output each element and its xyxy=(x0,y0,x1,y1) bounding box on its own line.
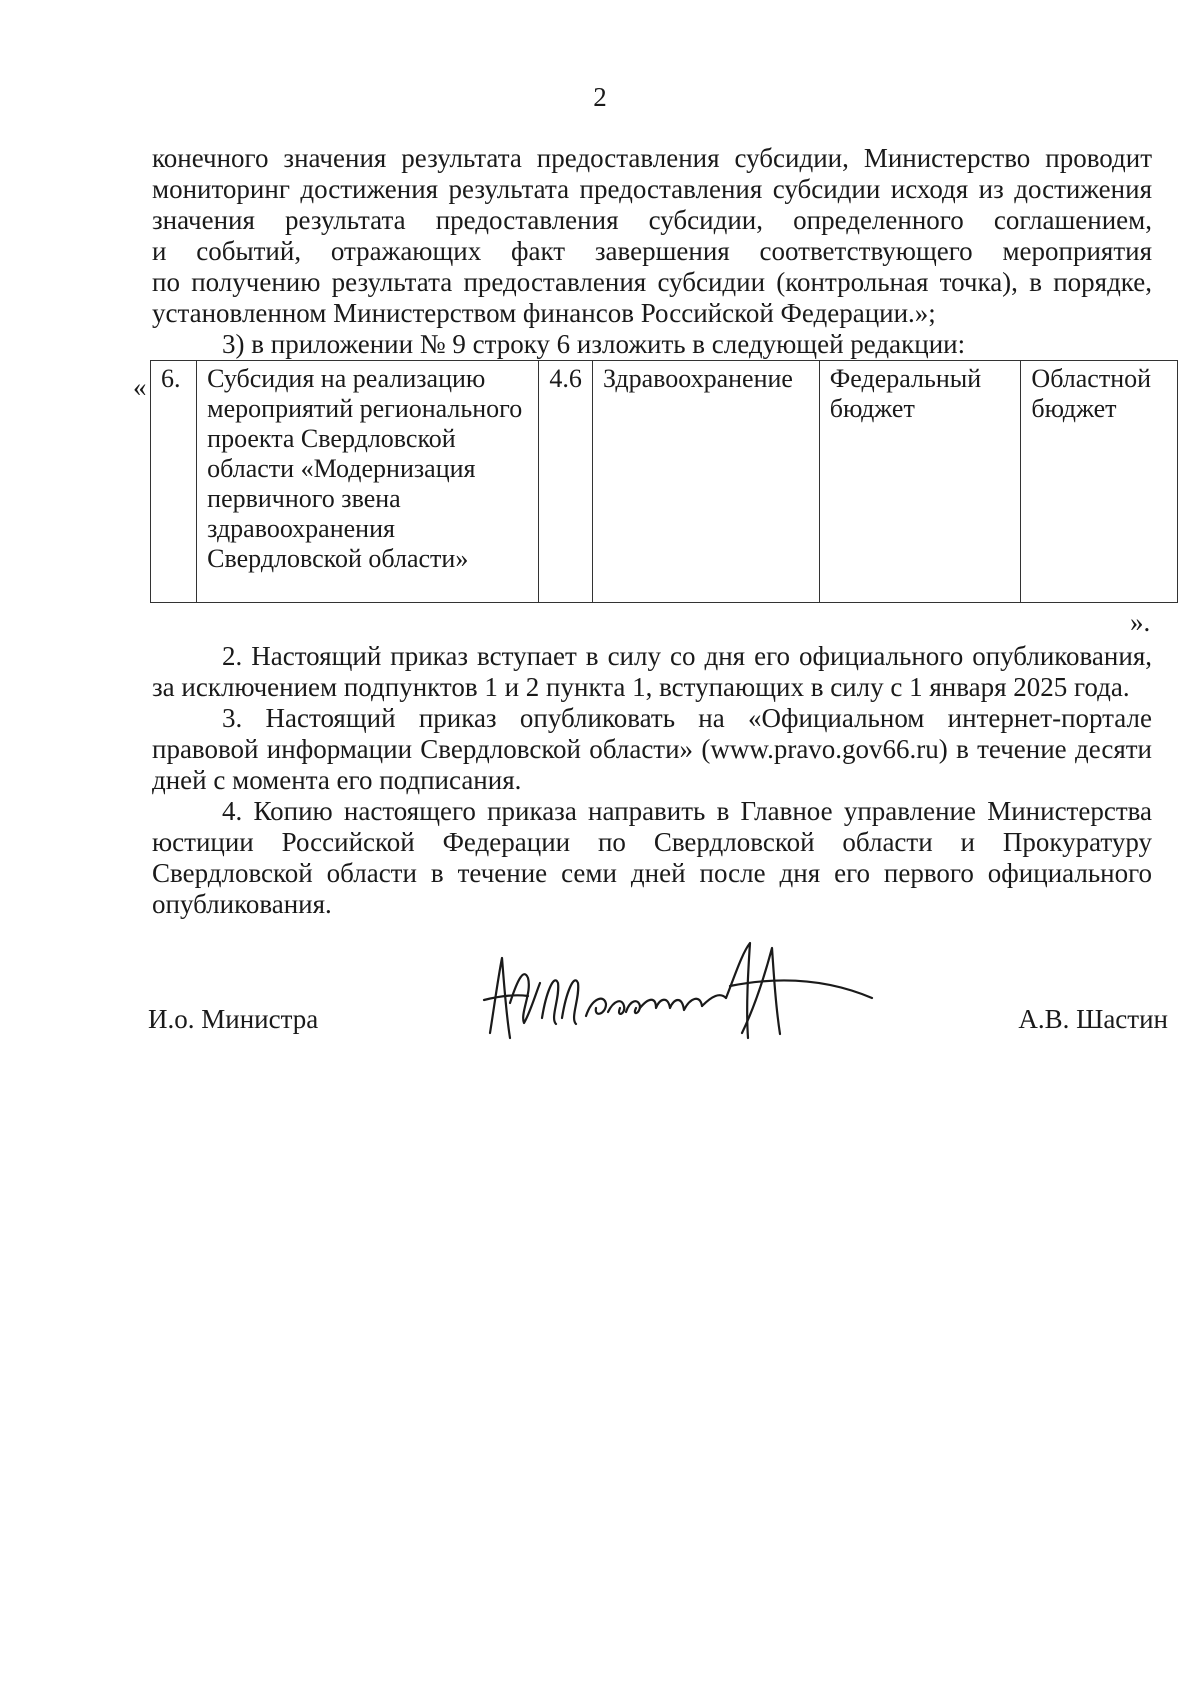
amendment-table xyxy=(150,360,1178,603)
point-4-line: опубликования. xyxy=(152,889,332,919)
table-row xyxy=(151,361,1178,603)
point-3-line: дней с момента его подписания. xyxy=(152,765,522,795)
cell-code: 4.6 xyxy=(539,361,593,603)
quote-open: « xyxy=(133,372,147,402)
item-3-line: 3) в приложении № 9 строку 6 изложить в следующей редакции: xyxy=(222,329,966,359)
text-line: по получению результата предоставления субсидии (контрольная точка), в порядке, xyxy=(152,267,1152,297)
page-number: 2 xyxy=(593,82,607,112)
text-line: установленном Министерством финансов Российской Федерации.»; xyxy=(152,298,936,328)
point-4-line: юстиции Российской Федерации по Свердловской области и Прокуратуру xyxy=(152,827,1152,857)
point-4-line: Свердловской области в течение семи дней после дня его первого официального xyxy=(152,858,1152,888)
point-4-line: 4. Копию настоящего приказа направить в Главное управление Министерства xyxy=(222,796,1152,826)
closing-points xyxy=(152,641,1152,920)
text-line: конечного значения результата предоставления субсидии, Министерство проводит xyxy=(152,143,1152,173)
signer-position: И.о. Министра xyxy=(148,1004,319,1034)
cell-sector: Здравоохранение xyxy=(592,361,819,603)
signer-name: А.В. Шастин xyxy=(1018,1004,1168,1034)
quote-close: ». xyxy=(1130,607,1151,637)
paragraph-continuation xyxy=(152,143,1152,360)
text-line: и событий, отражающих факт завершения соответствующего мероприятия xyxy=(152,236,1152,266)
point-2-line: 2. Настоящий приказ вступает в силу со дня его официального опубликования, xyxy=(222,641,1152,671)
point-3-line: 3. Настоящий приказ опубликовать на «Официальном интернет-портале xyxy=(222,703,1152,733)
cell-number: 6. xyxy=(151,361,197,603)
text-line: значения результата предоставления субсидии, определенного соглашением, xyxy=(152,205,1152,235)
text-line: мониторинг достижения результата предоставления субсидии исходя из достижения xyxy=(152,174,1152,204)
point-3-line: правовой информации Свердловской области» (www.pravo.gov66.ru) в течение десяти xyxy=(152,734,1152,764)
signature-block xyxy=(148,1004,1168,1044)
point-2-line: за исключением подпунктов 1 и 2 пункта 1, вступающих в силу с 1 января 2025 года. xyxy=(152,672,1130,702)
cell-federal: Федеральный бюджет xyxy=(819,361,1021,603)
cell-regional: Областной бюджет xyxy=(1021,361,1178,603)
cell-name: Субсидия на реализацию мероприятий регионального проекта Свердловской области «Модернизация первичного звена здравоохранения Свердловской области» xyxy=(197,361,539,603)
